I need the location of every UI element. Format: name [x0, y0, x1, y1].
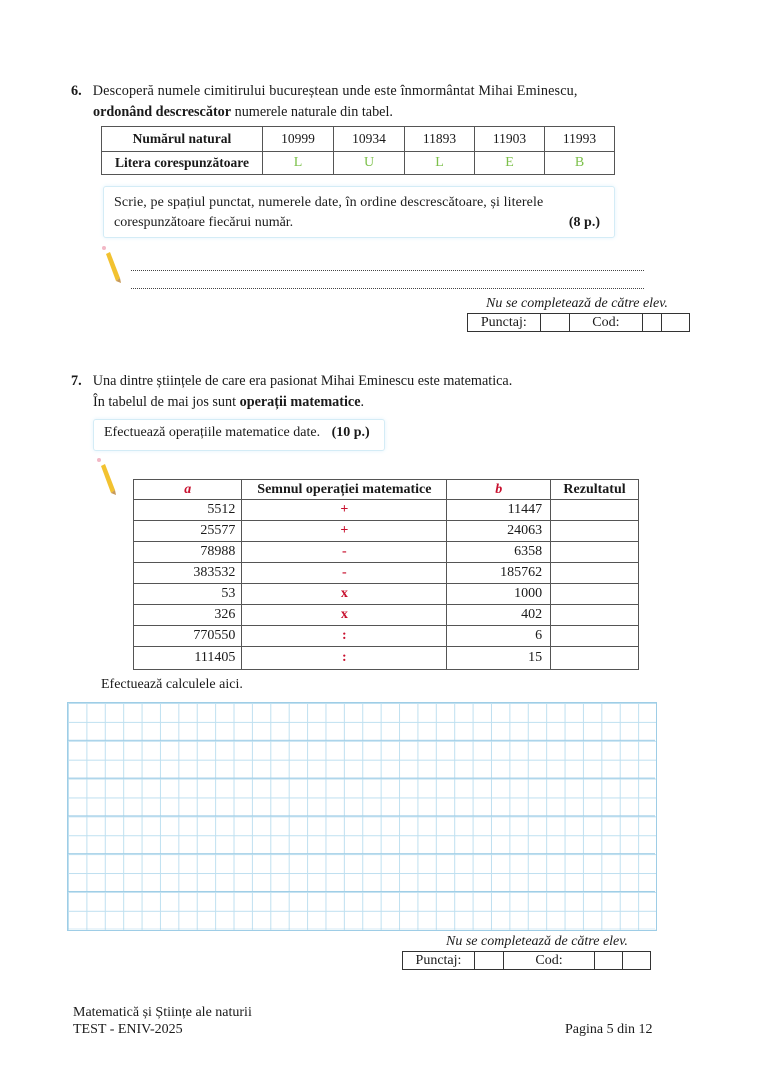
- row-header-number: Numărul natural: [102, 127, 263, 152]
- q7-points: (10 p.): [331, 425, 370, 440]
- number-cell: 11893: [405, 127, 475, 152]
- cell-sign: +: [242, 500, 447, 521]
- code-label: Cod:: [570, 314, 644, 331]
- number-cell: 11993: [544, 127, 614, 152]
- table-row: [134, 542, 639, 563]
- cell-sign: -: [242, 542, 447, 563]
- q7-text: [71, 371, 651, 413]
- letter-cell: L: [263, 152, 334, 175]
- cell-sign: +: [242, 521, 447, 542]
- q6-points: (8 p.): [568, 215, 600, 230]
- q6-not-completed: Nu se completează de către elev.: [486, 296, 668, 311]
- cell-b: 11447: [447, 500, 551, 521]
- row-header-letter: Litera corespunzătoare: [102, 152, 263, 175]
- q6-text: [71, 81, 651, 123]
- score-cell: [541, 314, 570, 331]
- code-cell: [662, 314, 689, 331]
- letter-cell: U: [334, 152, 405, 175]
- footer-subject: Matematică și Științe ale naturii: [73, 1005, 252, 1020]
- answer-line-1[interactable]: [131, 270, 644, 271]
- q7-instruction-box: [93, 419, 385, 451]
- q6-instruction-line1: Scrie, pe spațiul punctat, numerele date, în ordine descrescătoare, și literele: [114, 195, 544, 210]
- letter-cell: L: [405, 152, 475, 175]
- numbers-table: [101, 126, 615, 175]
- cell-result[interactable]: [551, 563, 639, 584]
- cell-sign: -: [242, 563, 447, 584]
- q7-instruction: Efectuează operațiile matematice date.: [104, 425, 321, 440]
- q6-number: 6.: [71, 83, 82, 99]
- cell-sign: x: [242, 605, 447, 626]
- cell-b: 185762: [447, 563, 551, 584]
- table-row: [134, 647, 639, 670]
- footer-test: TEST - ENIV-2025: [73, 1022, 183, 1037]
- q7-line2-pre: În tabelul de mai jos sunt: [93, 394, 240, 410]
- q6-bold: ordonând descrescător: [93, 104, 232, 120]
- answer-line-2[interactable]: [131, 288, 644, 289]
- code-cell: [595, 952, 623, 969]
- cell-b: 6: [447, 626, 551, 647]
- q6-instruction-box: [103, 186, 615, 238]
- pencil-icon: [100, 244, 122, 284]
- score-cell: [475, 952, 504, 969]
- cell-a: 25577: [134, 521, 242, 542]
- cell-sign: x: [242, 584, 447, 605]
- q6-line2: numerele naturale din tabel.: [231, 104, 393, 120]
- operations-table: [133, 479, 639, 670]
- code-cell: [623, 952, 650, 969]
- cell-a: 383532: [134, 563, 242, 584]
- cell-result[interactable]: [551, 542, 639, 563]
- table-row: [134, 500, 639, 521]
- cell-a: 770550: [134, 626, 242, 647]
- q7-line2-bold: operații matematice: [239, 394, 361, 410]
- cell-result[interactable]: [551, 584, 639, 605]
- q7-not-completed: Nu se completează de către elev.: [446, 934, 628, 949]
- cell-result[interactable]: [551, 647, 639, 670]
- cell-a: 5512: [134, 500, 242, 521]
- table-row: [134, 563, 639, 584]
- letter-cell: E: [474, 152, 544, 175]
- cell-result[interactable]: [551, 500, 639, 521]
- cell-sign: :: [242, 626, 447, 647]
- table-row: [134, 521, 639, 542]
- letter-cell: B: [544, 152, 614, 175]
- cell-a: 326: [134, 605, 242, 626]
- score-label: Punctaj:: [403, 952, 475, 969]
- calculation-grid-lines: [67, 702, 655, 929]
- cell-result[interactable]: [551, 521, 639, 542]
- q6-instruction-line2: corespunzătoare fiecărui număr.: [114, 215, 294, 230]
- cell-result[interactable]: [551, 626, 639, 647]
- code-cell: [643, 314, 662, 331]
- table-row: [134, 584, 639, 605]
- number-cell: 10934: [334, 127, 405, 152]
- cell-b: 24063: [447, 521, 551, 542]
- cell-b: 402: [447, 605, 551, 626]
- cell-a: 53: [134, 584, 242, 605]
- header-result: Rezultatul: [551, 480, 639, 500]
- footer-page: Pagina 5 din 12: [565, 1022, 653, 1037]
- cell-sign: :: [242, 647, 447, 670]
- calc-label: Efectuează calculele aici.: [101, 677, 243, 692]
- table-row: [134, 605, 639, 626]
- header-b: b: [447, 480, 551, 500]
- cell-b: 15: [447, 647, 551, 670]
- number-cell: 10999: [263, 127, 334, 152]
- q6-score-box: [467, 313, 690, 332]
- q7-line2-post: .: [360, 394, 365, 410]
- q7-line1: Una dintre științele de care era pasionat Mihai Eminescu este matematica.: [92, 373, 513, 389]
- cell-b: 6358: [447, 542, 551, 563]
- number-cell: 11903: [474, 127, 544, 152]
- cell-result[interactable]: [551, 605, 639, 626]
- cell-b: 1000: [447, 584, 551, 605]
- table-row: [134, 626, 639, 647]
- header-sign: Semnul operației matematice: [242, 480, 447, 500]
- q6-line1: Descoperă numele cimitirului bucureștean unde este înmormântat Mihai Eminescu,: [92, 83, 578, 99]
- pencil-icon: [95, 456, 117, 496]
- q7-score-box: [402, 951, 651, 970]
- score-label: Punctaj:: [468, 314, 541, 331]
- code-label: Cod:: [504, 952, 595, 969]
- cell-a: 78988: [134, 542, 242, 563]
- cell-a: 111405: [134, 647, 242, 670]
- header-a: a: [134, 480, 242, 500]
- q7-number: 7.: [71, 373, 82, 389]
